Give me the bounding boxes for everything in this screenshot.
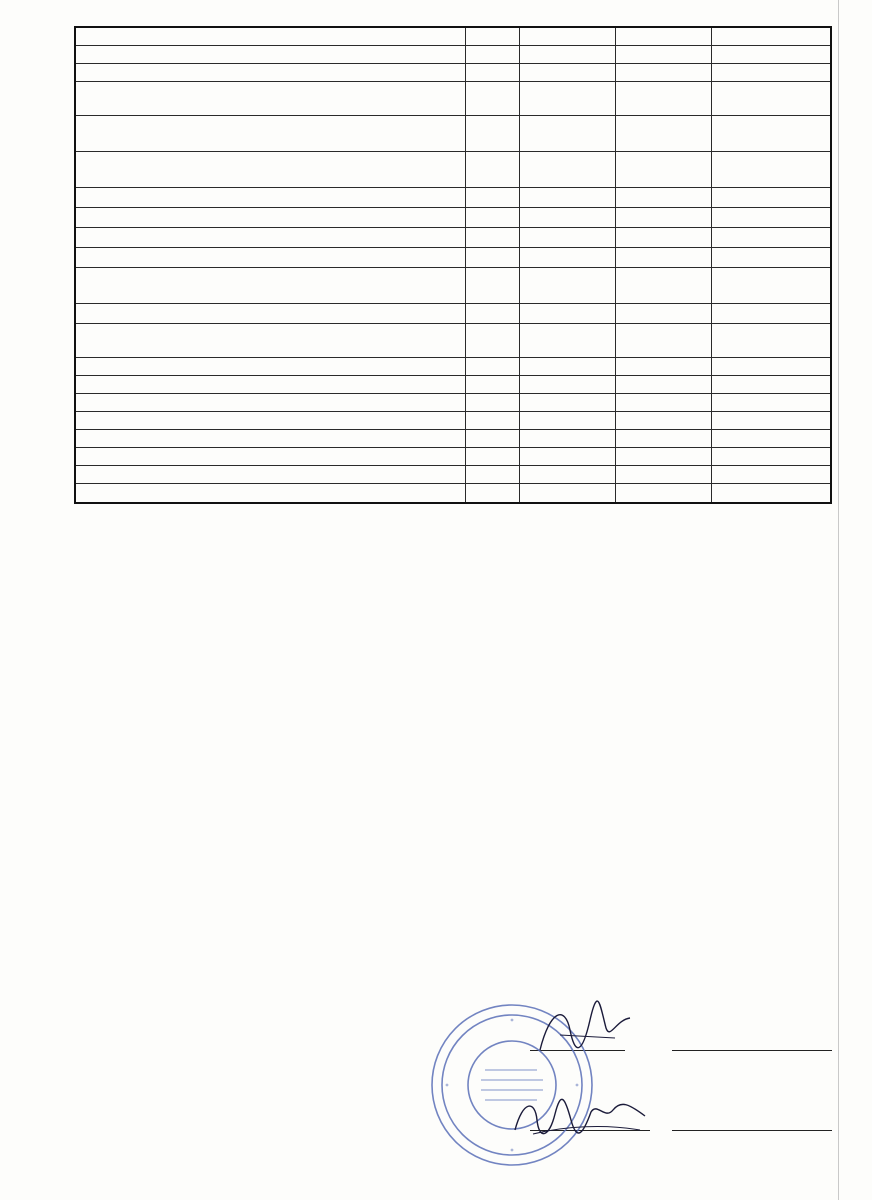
table-row <box>75 247 831 267</box>
row-amount-plan <box>519 447 615 465</box>
row-code <box>465 115 519 151</box>
table-row <box>75 115 831 151</box>
row-amount-special <box>615 187 711 207</box>
row-code <box>465 27 519 45</box>
row-label <box>75 411 465 429</box>
row-label <box>75 303 465 323</box>
row-code <box>465 393 519 411</box>
row-label <box>75 429 465 447</box>
row-code <box>465 429 519 447</box>
row-code <box>465 267 519 303</box>
row-amount-special <box>615 27 711 45</box>
table-row <box>75 411 831 429</box>
row-code <box>465 151 519 187</box>
row-amount-plan <box>519 27 615 45</box>
row-amount-plan <box>519 429 615 447</box>
row-amount-total <box>711 357 831 375</box>
row-amount-plan <box>519 151 615 187</box>
table-row <box>75 63 831 81</box>
row-amount-plan <box>519 323 615 357</box>
row-amount-total <box>711 115 831 151</box>
row-amount-total <box>711 375 831 393</box>
row-code <box>465 303 519 323</box>
accountant-signature <box>505 1090 655 1145</box>
row-amount-special <box>615 323 711 357</box>
row-amount-special <box>615 411 711 429</box>
row-amount-special <box>615 227 711 247</box>
row-amount-special <box>615 303 711 323</box>
row-amount-total <box>711 267 831 303</box>
row-amount-plan <box>519 81 615 115</box>
row-amount-special <box>615 483 711 503</box>
row-code <box>465 227 519 247</box>
row-amount-total <box>711 303 831 323</box>
row-amount-special <box>615 357 711 375</box>
row-amount-plan <box>519 375 615 393</box>
row-code <box>465 357 519 375</box>
row-amount-total <box>711 81 831 115</box>
row-amount-plan <box>519 45 615 63</box>
row-code <box>465 411 519 429</box>
row-amount-special <box>615 207 711 227</box>
row-label <box>75 115 465 151</box>
table-row <box>75 151 831 187</box>
row-code <box>465 63 519 81</box>
table-row <box>75 429 831 447</box>
table-row <box>75 267 831 303</box>
row-label <box>75 375 465 393</box>
row-amount-plan <box>519 187 615 207</box>
row-label <box>75 63 465 81</box>
row-amount-special <box>615 115 711 151</box>
row-amount-special <box>615 393 711 411</box>
table-row <box>75 187 831 207</box>
row-code <box>465 187 519 207</box>
row-label <box>75 227 465 247</box>
row-code <box>465 81 519 115</box>
row-label <box>75 483 465 503</box>
row-code <box>465 323 519 357</box>
table-row <box>75 375 831 393</box>
row-amount-total <box>711 45 831 63</box>
row-amount-plan <box>519 465 615 483</box>
row-label <box>75 247 465 267</box>
table-row <box>75 207 831 227</box>
row-amount-special <box>615 267 711 303</box>
expenditure-table-sheet <box>74 26 830 504</box>
table-row <box>75 81 831 115</box>
row-amount-total <box>711 429 831 447</box>
row-amount-special <box>615 465 711 483</box>
director-signature <box>520 1000 640 1060</box>
director-name-line <box>672 1050 832 1051</box>
row-label <box>75 187 465 207</box>
accountant-name-line <box>672 1130 832 1131</box>
row-amount-total <box>711 187 831 207</box>
row-amount-special <box>615 45 711 63</box>
table-row <box>75 323 831 357</box>
row-label <box>75 393 465 411</box>
row-amount-special <box>615 63 711 81</box>
row-amount-plan <box>519 357 615 375</box>
row-amount-plan <box>519 483 615 503</box>
row-code <box>465 45 519 63</box>
row-amount-total <box>711 207 831 227</box>
row-amount-special <box>615 447 711 465</box>
row-label <box>75 151 465 187</box>
row-label <box>75 45 465 63</box>
table-row <box>75 447 831 465</box>
row-label <box>75 323 465 357</box>
row-amount-total <box>711 151 831 187</box>
table-row <box>75 465 831 483</box>
row-amount-special <box>615 247 711 267</box>
row-amount-plan <box>519 115 615 151</box>
row-amount-plan <box>519 207 615 227</box>
table-row <box>75 227 831 247</box>
expenditure-table <box>74 26 832 504</box>
row-amount-total <box>711 465 831 483</box>
row-code <box>465 375 519 393</box>
page-edge-shadow <box>838 0 839 1200</box>
row-amount-total <box>711 411 831 429</box>
row-amount-total <box>711 323 831 357</box>
row-label <box>75 447 465 465</box>
row-amount-plan <box>519 63 615 81</box>
row-amount-special <box>615 81 711 115</box>
row-amount-total <box>711 227 831 247</box>
row-amount-total <box>711 247 831 267</box>
row-amount-plan <box>519 247 615 267</box>
row-code <box>465 247 519 267</box>
row-amount-special <box>615 375 711 393</box>
row-label <box>75 465 465 483</box>
row-amount-total <box>711 447 831 465</box>
row-label <box>75 207 465 227</box>
table-row <box>75 303 831 323</box>
row-code <box>465 483 519 503</box>
row-amount-special <box>615 429 711 447</box>
table-row <box>75 357 831 375</box>
row-amount-plan <box>519 411 615 429</box>
row-amount-total <box>711 27 831 45</box>
table-row <box>75 393 831 411</box>
row-amount-plan <box>519 227 615 247</box>
row-amount-total <box>711 483 831 503</box>
row-label <box>75 357 465 375</box>
table-row <box>75 27 831 45</box>
row-amount-plan <box>519 267 615 303</box>
row-label <box>75 81 465 115</box>
table-row <box>75 483 831 503</box>
row-code <box>465 447 519 465</box>
row-amount-special <box>615 151 711 187</box>
table-row <box>75 45 831 63</box>
row-amount-plan <box>519 303 615 323</box>
row-label <box>75 27 465 45</box>
row-code <box>465 465 519 483</box>
row-amount-total <box>711 63 831 81</box>
row-amount-total <box>711 393 831 411</box>
row-label <box>75 267 465 303</box>
row-code <box>465 207 519 227</box>
row-amount-plan <box>519 393 615 411</box>
